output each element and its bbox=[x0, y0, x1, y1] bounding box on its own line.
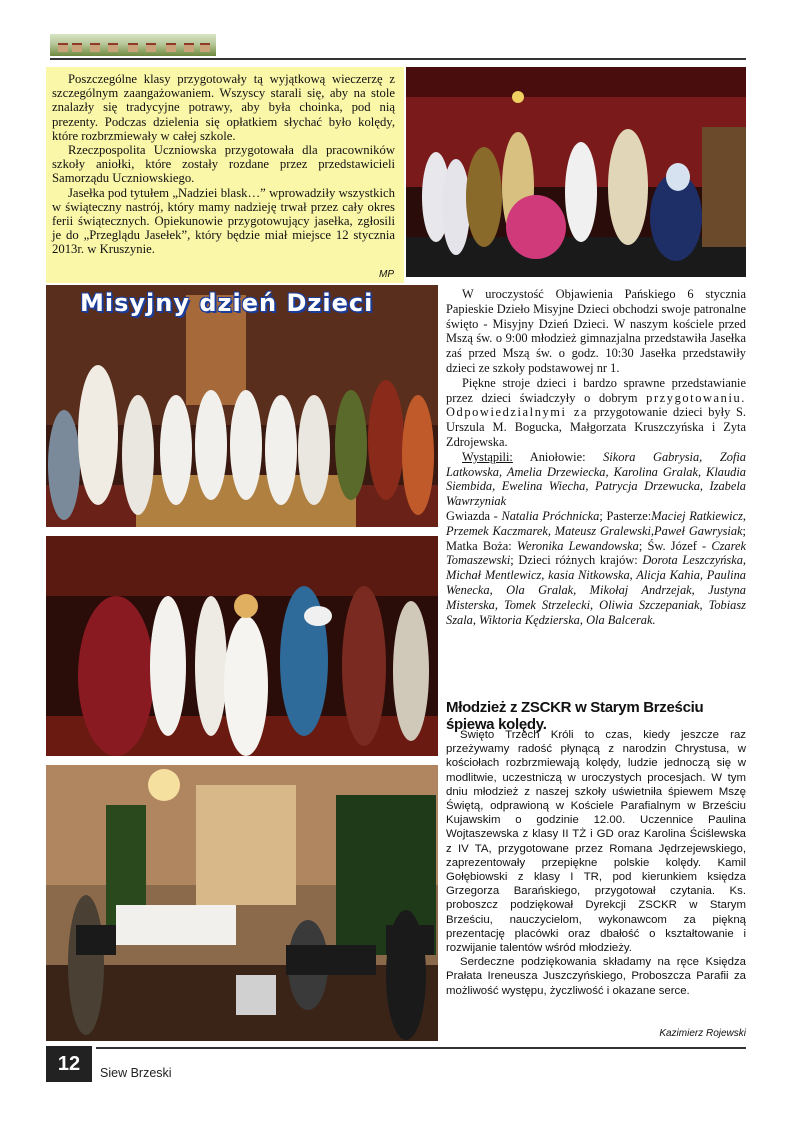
intro-signature: MP bbox=[379, 269, 394, 280]
article-paragraph-1: W uroczystość Objawienia Pańskiego 6 stycznia Papieskie Dzieło Misyjne Dzieci obchodzi swoje patronalne święto - Misyjny Dzień Dzieci. W naszym kościele przed Mszą św. o 9:00 młodzież gimnazjalna przedstawiła Jasełka zaś przed Mszą św. o godz. 10:30 Jasełka przedstawiły dzieci ze szkoły podstawowej nr 1. bbox=[446, 287, 746, 375]
photo-church-altar bbox=[46, 765, 438, 1041]
article-paragraph-2 bbox=[446, 376, 746, 450]
children-names: Dorota Leszczyńska, Michał Mentlewicz, kasia Nitkowska, Alicja Kahia, Paulina Wenecka, Ola Gralak, Mikołaj Andrzejak, Justyna Misterska, Tomek Strzelecki, Oliwia Szczepaniak, Tobiasz Szala, Wiktoria Kędzierska, Ola Balcerak. bbox=[446, 553, 747, 627]
article-koledy bbox=[446, 728, 746, 998]
photo-nativity-church bbox=[46, 536, 438, 756]
header-rule bbox=[50, 58, 746, 60]
footer-rule bbox=[96, 1047, 746, 1049]
article-2-author: Kazimierz Rojewski bbox=[659, 1028, 746, 1039]
header-logo-image bbox=[50, 34, 216, 56]
article-paragraph-2a: Piękne stroje dzieci i bardzo sprawne przedstawianie przez dzieci świadczyły o dobrym bbox=[446, 375, 746, 405]
cast-label: Wystąpili: bbox=[462, 449, 513, 464]
magazine-name: Siew Brzeski bbox=[100, 1066, 172, 1080]
joseph-name: Czarek Tomaszewski bbox=[446, 538, 746, 568]
article-roles bbox=[446, 509, 746, 627]
angels-label: Aniołowie: bbox=[512, 449, 604, 464]
photo-misyjny-dzien bbox=[46, 285, 438, 527]
intro-paragraph-2: Rzeczpospolita Uczniowska przygotowała dla pracowników szkoły aniołki, które zostały rozdane przez przedstawicieli Samorządu Uczniowskiego. bbox=[52, 143, 395, 186]
article-2-paragraph-2: Serdeczne podziękowania składamy na ręce Księdza Prałata Ireneusza Juszczyńskiego, Proboszcza Parafii za możliwość występu, życzliwość i okazane serce. bbox=[446, 956, 746, 997]
article-misyjny bbox=[446, 287, 746, 627]
article-2-title: Młodzież z ZSCKR w Starym Brześciu śpiewa kolędy. bbox=[446, 699, 704, 733]
angels-names: Sikora Gabrysia, Zofia Latkowska, Amelia Drzewiecka, Karolina Gralak, Klaudia Siembida, Ewelina Wiecha, Patrycja Drzewucka, Izabela Wawrzyniak bbox=[446, 449, 747, 509]
article-paragraph-2c: przygotowanie dzieci były S. Urszula M. Bogucka, Małgorzata Kruszczyńska i Zyta Zdrojewska. bbox=[446, 405, 746, 449]
page-number: 12 bbox=[46, 1046, 92, 1082]
intro-paragraph-1: Poszczególne klasy przygotowały tą wyjątkową wieczerzę z szczególnym zaangażowaniem. Wszyscy starali się, aby na stole znalazły się tradycyjne potrawy, aby była choinka, pod nią prezenty. Podczas dzielenia się opłatkiem słychać było kolędy, które rozbrzmiewały w całej szkole. bbox=[52, 72, 395, 143]
photo-nativity-stage bbox=[406, 67, 746, 277]
article-paragraph-2b: przygotowaniu. Odpowiedzialnymi za bbox=[446, 390, 746, 420]
mary-name: Weronika Lewandowska bbox=[516, 538, 639, 553]
mary-label: ; Matka Boża: bbox=[446, 523, 746, 553]
star-name: Natalia Próchnicka bbox=[501, 508, 600, 523]
children-label: ; Dzieci różnych krajów: bbox=[510, 553, 643, 568]
joseph-label: ; Św. Józef - bbox=[638, 538, 712, 553]
shepherds-names: Maciej Ratkiewicz, Przemek Kaczmarek, Mateusz Gralewski,Paweł Gawrysiak bbox=[446, 508, 747, 538]
article-2-paragraph-1: Święto Trzech Króli to czas, kiedy jeszcze raz przeżywamy radość płynącą z narodzin Chrystusa, w kościołach rozbrzmiewają kolędy, ludzie jednoczą się w modlitwie, uczestniczą w uroczystych procesjach. W tym dniu młodzież z naszej szkoły uświetniła śpiewem Mszę Świętą, odprawioną w Kościele Parafialnym w Brześciu Kujawskim o godzinie 12.00. Uczennice Paulina Wojtaszewska z klasy II TŻ i GD oraz Karolina Ściślewska z IV TA, przygotowane przez Romana Jędrzejewskiego, zaprezentowały przepiękne polskie kolędy. Kamil Gołębiowski z klasy I TR, pod kierunkiem księdza Grzegorza Barańskiego, przygotował czytania. Ks. proboszcz podziękował Dyrekcji ZSCKR w Starym Brześciu, nauczycielom, wykonawcom za piękną prezentację placówki oraz dbałość o kształtowanie i rozwijanie talentów wśród młodzieży. bbox=[446, 729, 746, 955]
photo-title-overlay: Misyjny dzień Dzieci bbox=[80, 289, 374, 317]
star-label: Gwiazda - bbox=[446, 508, 502, 523]
shepherds-label: ; Pasterze: bbox=[599, 508, 652, 523]
intro-text-box bbox=[46, 67, 404, 283]
article-cast-list bbox=[446, 450, 746, 509]
intro-paragraph-3: Jasełka pod tytułem „Nadziei blask…” wprowadziły wszystkich w świąteczny nastrój, który mamy nadzieję trwał przez cały okres ferii świątecznych. Opiekunowie przygotowujący jasełka, zgłosili je do „Przeglądu Jasełek”, który będzie miał miejsce 12 stycznia 2013r. w Kruszynie. bbox=[52, 185, 395, 257]
